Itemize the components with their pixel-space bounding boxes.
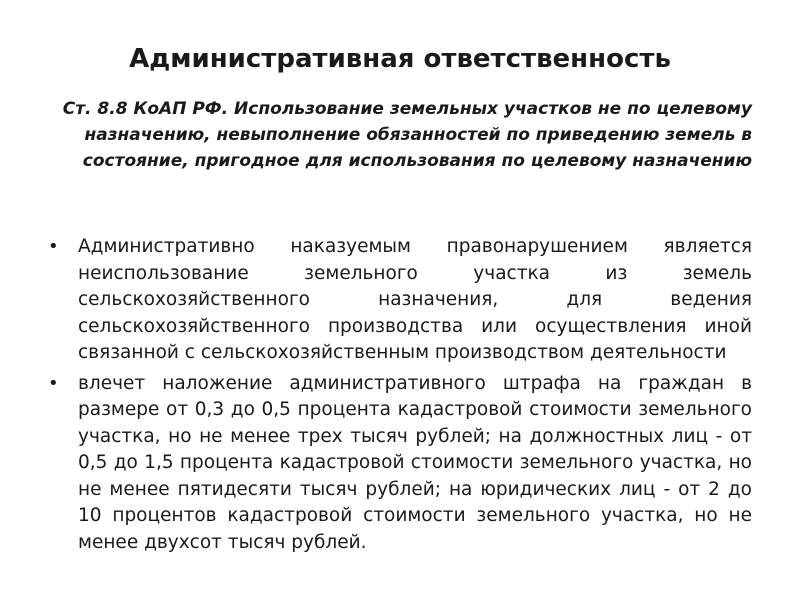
slide-title: Административная ответственность: [129, 44, 671, 74]
bullet-marker: •: [48, 236, 59, 257]
bullet-text: Административно наказуемым правонарушением является неиспользование земельного участка из земель сельскохозяйственного назначения, для ведения сельскохозяйственного производства или осуществления иной связанной с сельскохозяйственным производством деятельности: [78, 236, 752, 363]
slide-subtitle: Ст. 8.8 КоАП РФ. Использование земельных участков не по целевому назначению, невыполнение обязанностей по приведению земель в состояние, пригодное для использования по целевому назначению: [62, 99, 752, 171]
bullet-text: влечет наложение административного штрафа на граждан в размере от 0,3 до 0,5 процента кадастровой стоимости земельного участка, но не менее трех тысяч рублей; на должностных лиц - от 0,5 до 1,5 процента кадастровой стоимости земельного участка, но не менее пятидесяти тысяч рублей; на юридических лиц - от 2 до 10 процентов кадастровой стоимости земельного участка, но не менее двухсот тысяч рублей.: [78, 372, 752, 553]
bullet-marker: •: [48, 372, 59, 394]
bullet-item: [48, 234, 752, 367]
bullet-list: [48, 234, 752, 560]
bullet-item: [48, 371, 752, 557]
